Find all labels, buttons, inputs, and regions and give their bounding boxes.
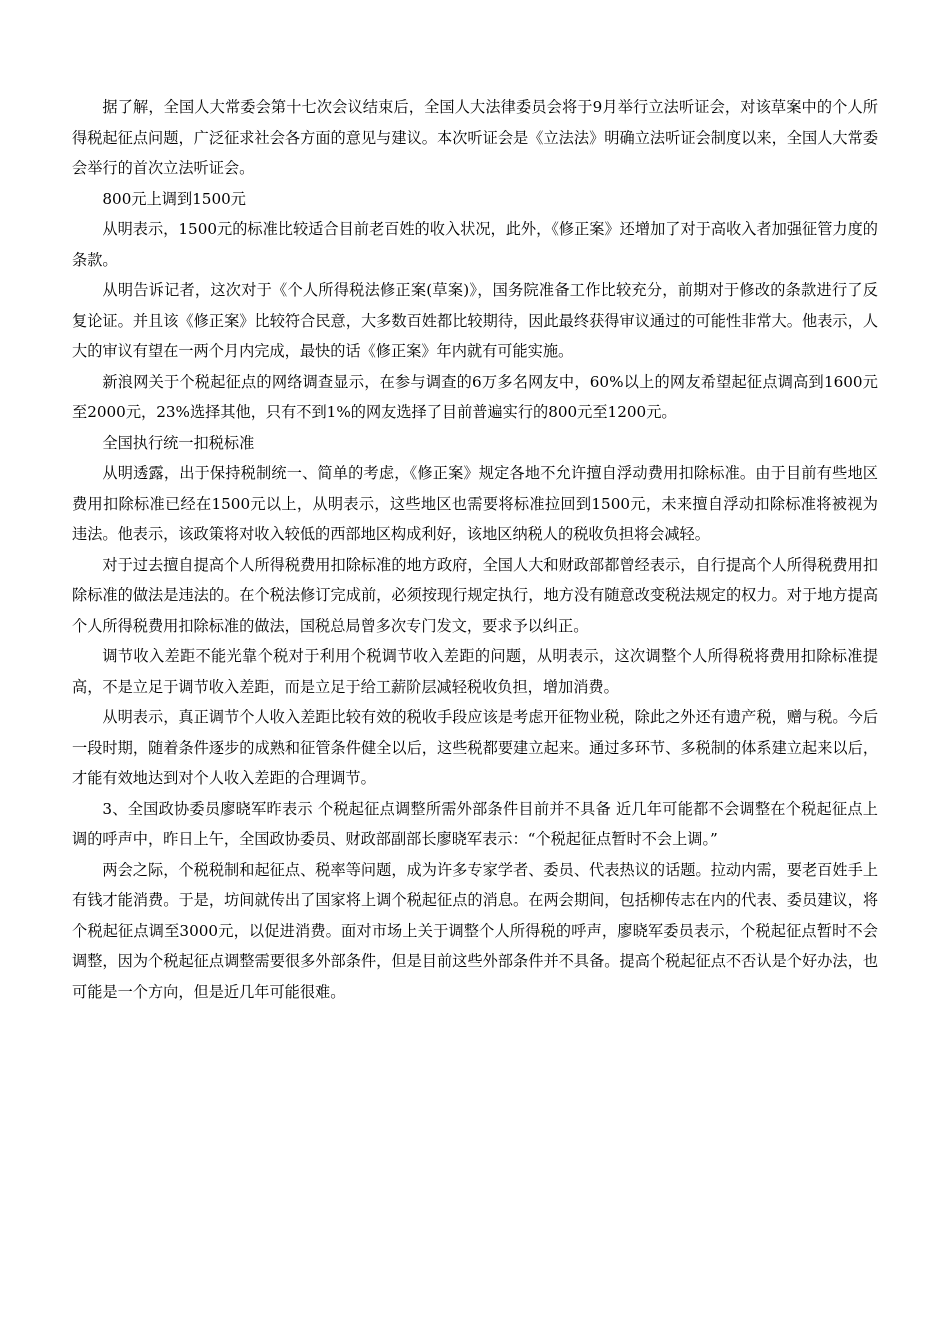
paragraph-hearing: 据了解，全国人大常委会第十七次会议结束后，全国人大法律委员会将于9月举行立法听证会，对该草案中的个人所得税起征点问题，广泛征求社会各方面的意见与建议。本次听证会是《立法法》明确立法听证会制度以来，全国人大常委会举行的首次立法听证会。	[72, 98, 878, 177]
paragraph-review: 从明告诉记者，这次对于《个人所得税法修正案(草案)》，国务院准备工作比较充分，前期对于修改的条款进行了反复论证。并且该《修正案》比较符合民意，大多数百姓都比较期待，因此最终获得审议通过的可能性非常大。他表示，人大的审议有望在一两个月内完成，最快的话《修正案》年内就有可能实施。	[72, 281, 878, 360]
paragraph-survey: 新浪网关于个税起征点的网络调查显示，在参与调查的6万多名网友中，60%以上的网友希望起征点调高到1600元至2000元，23%选择其他，只有不到1%的网友选择了目前普遍实行的800元至1200元。	[72, 372, 878, 421]
paragraph-property-tax: 从明表示，真正调节个人收入差距比较有效的税收手段应该是考虑开征物业税，除此之外还有遗产税，赠与税。今后一段时期，随着条件逐步的成熟和征管条件健全以后，这些税都要建立起来。通过多环节、多税制的体系建立起来以后，才能有效地达到对个人收入差距的合理调节。	[72, 708, 878, 787]
section-heading-threshold: 800元上调到1500元	[102, 189, 246, 208]
paragraph-standard: 从明表示，1500元的标准比较适合目前老百姓的收入状况，此外，《修正案》还增加了对于高收入者加强征管力度的条款。	[72, 220, 878, 269]
paragraph-unified-standard: 从明透露，出于保持税制统一、简单的考虑，《修正案》规定各地不允许擅自浮动费用扣除标准。由于目前有些地区费用扣除标准已经在1500元以上，从明表示，这些地区也需要将标准拉回到1500元，未来擅自浮动扣除标准将被视为违法。他表示，该政策将对收入较低的西部地区构成利好，该地区纳税人的税收负担将会减轻。	[72, 464, 878, 543]
section-heading-unified: 全国执行统一扣税标准	[102, 433, 255, 452]
paragraph-income-gap: 调节收入差距不能光靠个税对于利用个税调节收入差距的问题，从明表示，这次调整个人所得税将费用扣除标准提高，不是立足于调节收入差距，而是立足于给工薪阶层减轻税收负担，增加消费。	[72, 647, 878, 696]
paragraph-two-sessions: 两会之际，个税税制和起征点、税率等问题，成为许多专家学者、委员、代表热议的话题。拉动内需，要老百姓手上有钱才能消费。于是，坊间就传出了国家将上调个税起征点的消息。在两会期间，包括柳传志在内的代表、委员建议，将个税起征点调至3000元，以促进消费。面对市场上关于调整个人所得税的呼声，廖晓军委员表示，个税起征点暂时不会调整，因为个税起征点调整需要很多外部条件，但是目前这些外部条件并不具备。提高个税起征点不否认是个好办法，也可能是一个方向，但是近几年可能很难。	[72, 860, 878, 1001]
paragraph-liao-statement: 3、全国政协委员廖晓军昨表示 个税起征点调整所需外部条件目前并不具备 近几年可能都不会调整在个税起征点上调的呼声中，昨日上午，全国政协委员、财政部副部长廖晓军表示：“个税起征点暂时不会上调。”	[72, 799, 878, 848]
paragraph-local-government: 对于过去擅自提高个人所得税费用扣除标准的地方政府，全国人大和财政部都曾经表示，自行提高个人所得税费用扣除标准的做法是违法的。在个税法修订完成前，必须按现行规定执行，地方没有随意改变税法规定的权力。对于地方提高个人所得税费用扣除标准的做法，国税总局曾多次专门发文，要求予以纠正。	[72, 555, 878, 635]
document-body	[72, 92, 878, 1007]
